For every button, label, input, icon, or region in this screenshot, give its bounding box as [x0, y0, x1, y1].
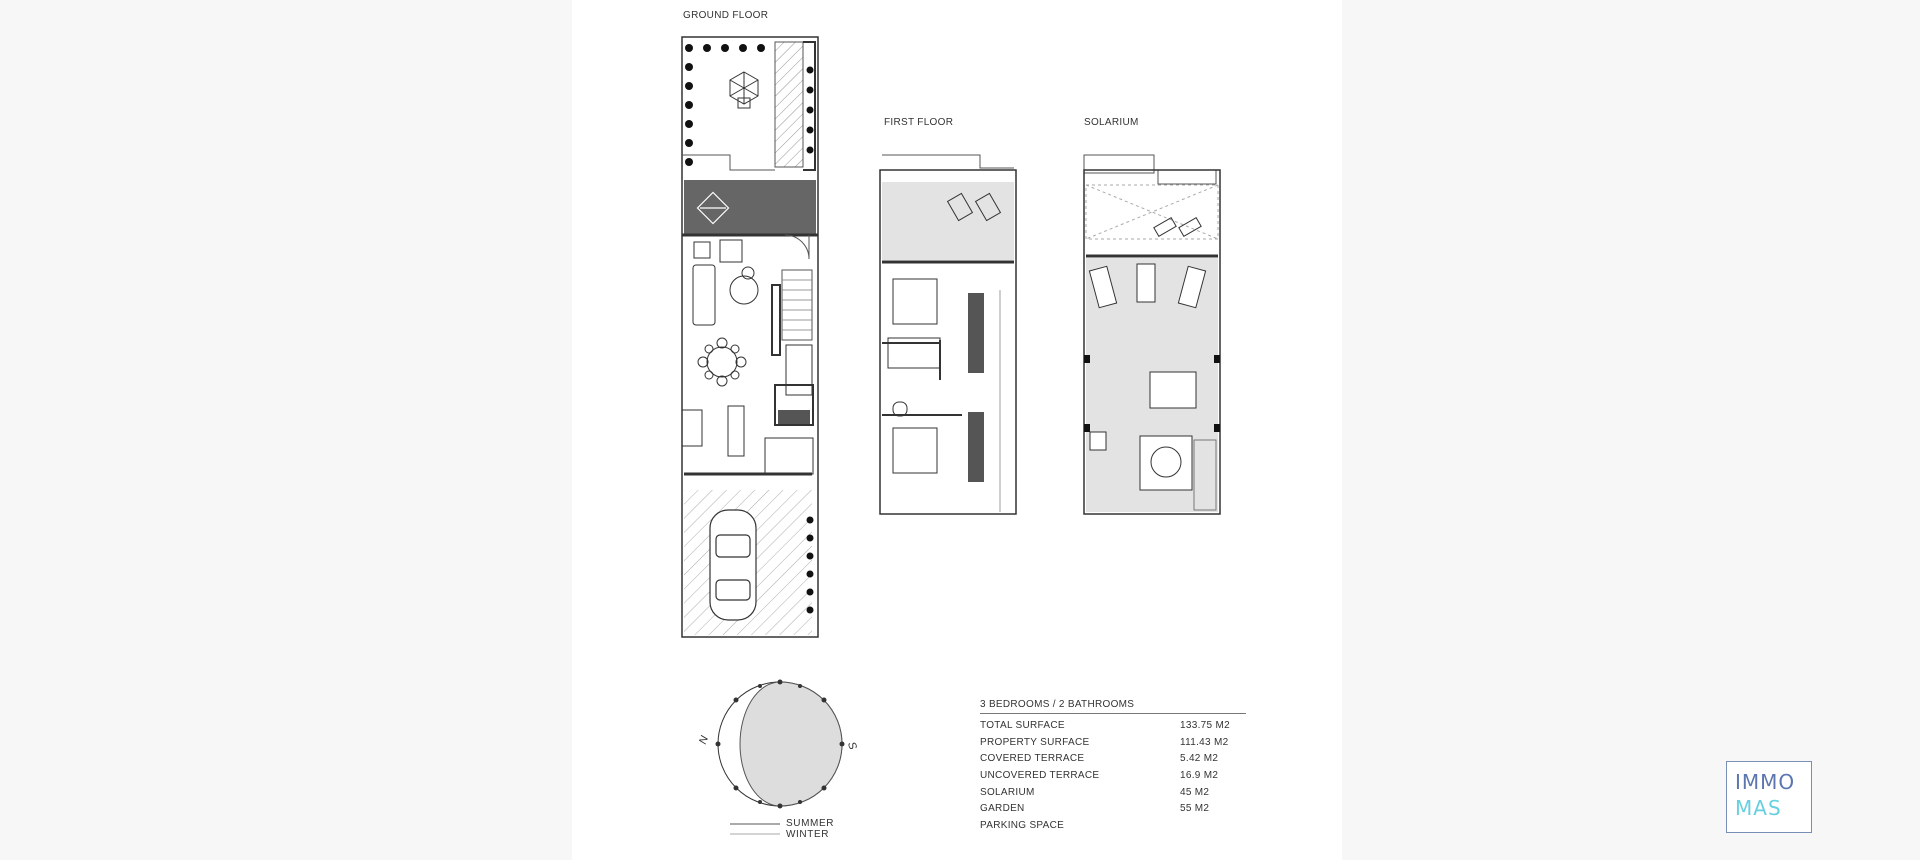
parking-car [710, 510, 756, 620]
solarium-label: SOLARIUM [1084, 117, 1139, 128]
bedroom-bed-2 [893, 428, 937, 473]
row-value: 16.9 M2 [1180, 770, 1219, 782]
row-label: TOTAL SURFACE [980, 720, 1065, 731]
solarium-plan [1084, 155, 1220, 514]
logo-line2: MAS [1735, 796, 1782, 820]
row-label: SOLARIUM [980, 786, 1035, 798]
summary-row [980, 787, 1246, 804]
summary-row [980, 770, 1246, 787]
logo-line1: IMMO [1735, 770, 1796, 794]
jacuzzi [1140, 436, 1192, 490]
property-summary [980, 699, 1246, 837]
row-value: 55 M2 [1180, 803, 1210, 815]
sun-loungers [1089, 264, 1205, 308]
bedroom-bed-1 [893, 279, 937, 324]
row-label: PARKING SPACE [980, 820, 1065, 832]
row-label: PROPERTY SURFACE [980, 736, 1090, 748]
summary-row [980, 820, 1246, 837]
sun-path-diagram [716, 680, 845, 835]
ground-floor-label: GROUND FLOOR [683, 10, 769, 21]
garden-umbrella-table [730, 72, 758, 108]
row-value: 111.43 M2 [1180, 736, 1229, 748]
summer-legend: SUMMER [786, 818, 835, 829]
ground-floor-plan [682, 37, 818, 637]
row-value: 133.75 M2 [1180, 720, 1230, 731]
covered-terrace [684, 180, 816, 234]
summary-row [980, 803, 1246, 820]
row-value: 45 M2 [1180, 786, 1210, 798]
south-label: S [844, 740, 859, 752]
north-label: N [697, 734, 712, 746]
summary-row [980, 753, 1246, 770]
row-label: GARDEN [980, 803, 1025, 815]
first-floor-stairs-b [968, 412, 984, 482]
row-label: UNCOVERED TERRACE [980, 770, 1100, 782]
first-floor-label: FIRST FLOOR [884, 117, 954, 128]
summary-row [980, 737, 1246, 754]
summary-heading: 3 BEDROOMS / 2 BATHROOMS [980, 699, 1246, 714]
first-floor-stairs-a [968, 293, 984, 373]
row-label: COVERED TERRACE [980, 753, 1085, 765]
solarium-table [1150, 372, 1196, 408]
garden-path [775, 42, 803, 167]
row-value: 5.42 M2 [1180, 753, 1219, 765]
summary-row [980, 720, 1246, 737]
first-floor-plan [880, 155, 1016, 514]
first-floor-terrace [882, 182, 1014, 260]
immomas-logo [1726, 761, 1812, 833]
winter-legend: WINTER [786, 829, 830, 840]
